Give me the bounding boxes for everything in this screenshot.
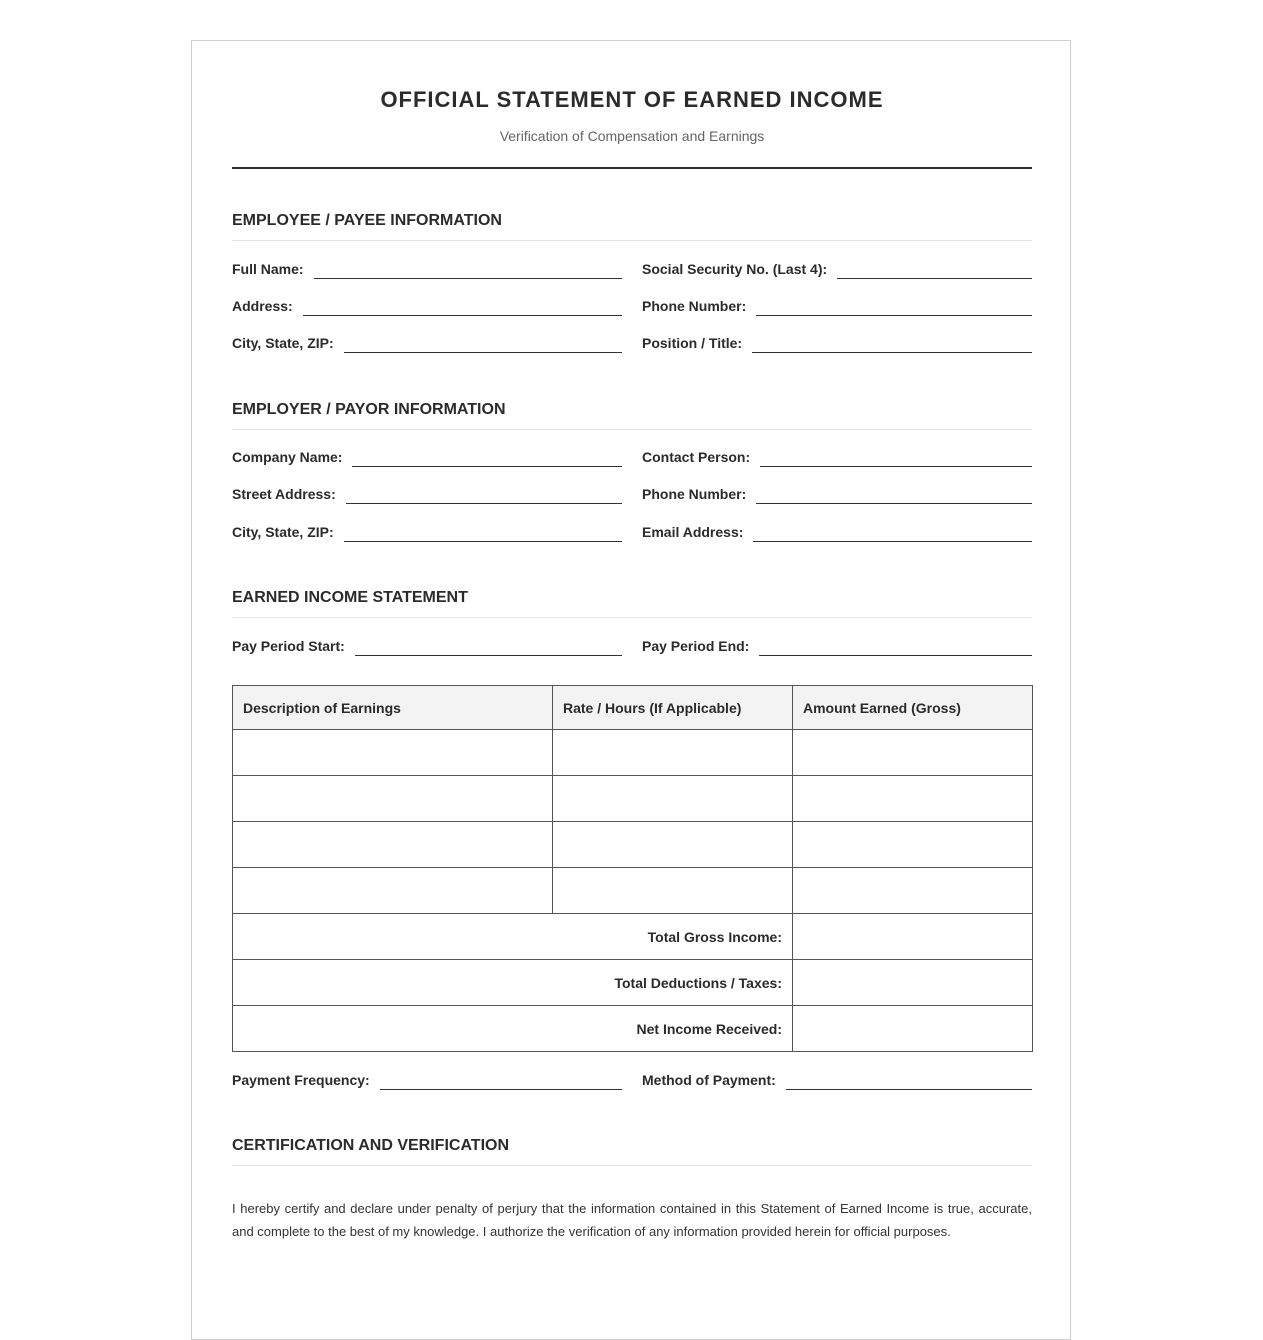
pay-period-start-field	[232, 636, 622, 656]
employer-street-input[interactable]	[346, 483, 622, 504]
column-header-description: Description of Earnings	[233, 686, 553, 730]
certification-statement: I hereby certify and declare under penalty of perjury that the information contained in this Statement of Earned Income is true, accurate, and complete to the best of my knowledge. I authorize the verification of any information provided herein for official purposes.	[232, 1201, 1032, 1239]
pay-period-start-input[interactable]	[355, 635, 622, 656]
employer-street-field	[232, 484, 622, 504]
employer-email-input[interactable]	[753, 521, 1032, 542]
field-label: Pay Period End:	[642, 638, 750, 654]
employee-address-input[interactable]	[303, 295, 622, 316]
table-row	[233, 822, 1033, 868]
field-label: Position / Title:	[642, 335, 743, 351]
total-gross-cell[interactable]	[793, 914, 1033, 960]
employee-section-heading: EMPLOYEE / PAYEE INFORMATION	[232, 212, 1032, 241]
employer-contact-input[interactable]	[760, 446, 1032, 467]
field-label: Social Security No. (Last 4):	[642, 261, 828, 277]
employee-city-input[interactable]	[344, 332, 622, 353]
employer-email-field	[642, 522, 1032, 542]
amount-cell[interactable]	[793, 776, 1033, 822]
amount-cell[interactable]	[793, 822, 1033, 868]
rate-hours-cell[interactable]	[553, 822, 793, 868]
table-row	[233, 730, 1033, 776]
document-title: OFFICIAL STATEMENT OF EARNED INCOME	[380, 87, 884, 112]
total-gross-row	[233, 914, 1033, 960]
rate-hours-cell[interactable]	[553, 868, 793, 914]
employee-ssn-field	[642, 259, 1032, 279]
field-label: Address:	[232, 298, 293, 314]
employer-phone-field	[642, 484, 1032, 504]
employee-phone-input[interactable]	[756, 295, 1032, 316]
title-divider	[232, 167, 1032, 169]
earnings-table	[232, 685, 1033, 1052]
total-gross-label: Total Gross Income:	[233, 914, 793, 960]
field-label: Contact Person:	[642, 449, 751, 465]
field-label: City, State, ZIP:	[232, 335, 334, 351]
payment-frequency-field	[232, 1070, 622, 1090]
description-cell[interactable]	[233, 730, 553, 776]
total-deductions-cell[interactable]	[793, 960, 1033, 1006]
field-label: Payment Frequency:	[232, 1072, 370, 1088]
employee-position-field	[642, 333, 1032, 353]
total-deductions-label: Total Deductions / Taxes:	[233, 960, 793, 1006]
pay-period-end-field	[642, 636, 1032, 656]
document-subtitle: Verification of Compensation and Earnings	[499, 128, 765, 144]
employee-position-input[interactable]	[752, 332, 1032, 353]
payment-frequency-input[interactable]	[380, 1069, 622, 1090]
table-row	[233, 776, 1033, 822]
field-label: Company Name:	[232, 449, 343, 465]
income-section-heading: EARNED INCOME STATEMENT	[232, 589, 1032, 618]
employer-section-heading: EMPLOYER / PAYOR INFORMATION	[232, 401, 1032, 430]
field-label: Email Address:	[642, 524, 744, 540]
field-label: Phone Number:	[642, 486, 747, 502]
field-label: Pay Period Start:	[232, 638, 345, 654]
net-income-row	[233, 1006, 1033, 1052]
field-label: Phone Number:	[642, 298, 747, 314]
field-label: Full Name:	[232, 261, 304, 277]
employer-company-field	[232, 447, 622, 467]
column-header-amount: Amount Earned (Gross)	[793, 686, 1033, 730]
table-row	[233, 868, 1033, 914]
employee-full-name-field	[232, 259, 622, 279]
description-cell[interactable]	[233, 868, 553, 914]
employer-city-input[interactable]	[344, 521, 622, 542]
rate-hours-cell[interactable]	[553, 776, 793, 822]
employee-address-field	[232, 296, 622, 316]
employee-ssn-input[interactable]	[837, 258, 1032, 279]
payment-method-field	[642, 1070, 1032, 1090]
amount-cell[interactable]	[793, 868, 1033, 914]
payment-method-input[interactable]	[786, 1069, 1032, 1090]
table-header-row	[233, 686, 1033, 730]
description-cell[interactable]	[233, 776, 553, 822]
certification-section-heading: CERTIFICATION AND VERIFICATION	[232, 1137, 1032, 1166]
employee-city-field	[232, 333, 622, 353]
employee-phone-field	[642, 296, 1032, 316]
employee-full-name-input[interactable]	[314, 258, 622, 279]
employer-company-input[interactable]	[352, 446, 622, 467]
field-label: Method of Payment:	[642, 1072, 776, 1088]
net-income-label: Net Income Received:	[233, 1006, 793, 1052]
employer-contact-field	[642, 447, 1032, 467]
employer-city-field	[232, 522, 622, 542]
column-header-rate-hours: Rate / Hours (If Applicable)	[553, 686, 793, 730]
amount-cell[interactable]	[793, 730, 1033, 776]
pay-period-end-input[interactable]	[759, 635, 1032, 656]
employer-phone-input[interactable]	[756, 483, 1032, 504]
total-deductions-row	[233, 960, 1033, 1006]
description-cell[interactable]	[233, 822, 553, 868]
field-label: City, State, ZIP:	[232, 524, 334, 540]
document-page	[191, 40, 1071, 1340]
field-label: Street Address:	[232, 486, 336, 502]
net-income-cell[interactable]	[793, 1006, 1033, 1052]
rate-hours-cell[interactable]	[553, 730, 793, 776]
